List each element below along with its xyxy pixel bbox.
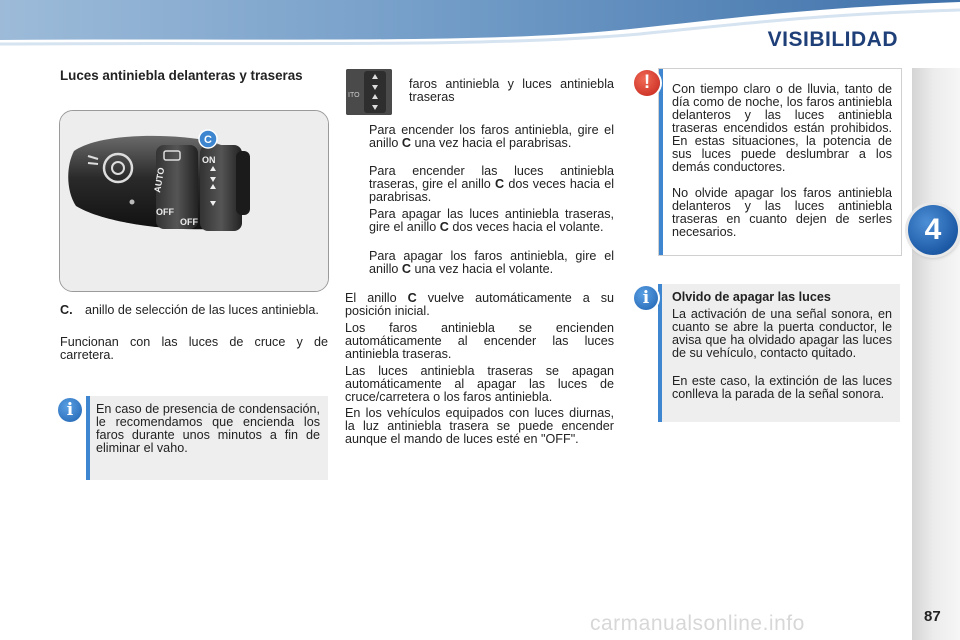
bullet-4-a: Para apagar los faros antiniebla, gire el anillo	[369, 249, 614, 276]
bullet-4-key: C	[401, 262, 412, 276]
warning-box	[658, 68, 902, 256]
paragraph-ring-returns	[345, 292, 614, 318]
bullet-2-b: dos veces hacia el parabrisas.	[369, 177, 615, 204]
p1-key: C	[407, 291, 417, 305]
info-text: En caso de presencia de condensación, le recomendamos que encienda los faros durante unos minutos a fin de eliminar el vaho.	[96, 402, 320, 455]
bullet-2	[369, 165, 614, 204]
bullet-1-b: una vez hacia el parabrisas.	[414, 136, 572, 150]
info-accent-bar	[658, 284, 662, 422]
bullet-2-a: Para encender las luces antiniebla traseras, gire el anillo	[369, 164, 614, 191]
page-number: 87	[924, 608, 941, 625]
p1-b: vuelve automáticamente a su posición inicial.	[345, 291, 615, 318]
bullet-3-key: C	[439, 220, 449, 234]
bullet-3	[369, 208, 614, 234]
bullet-2-key: C	[495, 177, 505, 191]
on-label: ON	[202, 155, 216, 165]
p1-a: El anillo	[345, 291, 397, 305]
warning-icon: !	[634, 70, 660, 96]
auto-label: AUTO	[152, 166, 167, 194]
warning-accent-bar	[659, 69, 663, 255]
bullet-1	[369, 124, 614, 150]
condensation-info-box	[86, 396, 328, 480]
legend-text: anillo de selección de las luces antiniebla.	[85, 303, 319, 317]
off-label-outer: OFF	[180, 217, 198, 227]
fog-ring-thumbnail	[346, 69, 392, 115]
paragraph-auto-on: Los faros antiniebla se encienden automáticamente al encender las luces antiniebla traseras.	[345, 321, 614, 361]
intro-text: faros antiniebla y luces antiniebla traseras	[409, 77, 614, 104]
section-heading: Luces antiniebla delanteras y traseras	[60, 68, 303, 83]
warning-text-2: No olvide apagar los faros antiniebla delanteros y las luces antiniebla traseras en cuanto dejen de serles necesarios.	[672, 186, 892, 239]
info-text-2: En este caso, la extinción de las luces conlleva la parada de la señal sonora.	[672, 374, 892, 401]
fog-light-stalk-photo	[59, 110, 329, 292]
bullet-3-a: Para apagar las luces antiniebla traseras, gire el anillo	[369, 207, 614, 234]
bullet-1-key: C	[401, 136, 412, 150]
thumb-label: ITO	[348, 92, 360, 99]
info-accent-bar	[86, 396, 90, 480]
paragraph-daytime-lights: En los vehículos equipados con luces diurnas, la luz antiniebla trasera se puede encender aunque el mando de luces esté en "OFF".	[345, 406, 614, 446]
bullet-4	[369, 250, 614, 276]
watermark: carmanualsonline.info	[590, 612, 805, 635]
body-text: Funcionan con las luces de cruce y de carretera.	[60, 335, 328, 362]
bullet-1-a: Para encender los faros antiniebla, gire el anillo	[369, 123, 614, 150]
bullet-3-b: dos veces hacia el volante.	[452, 220, 604, 234]
warning-text-1: Con tiempo claro o de lluvia, tanto de día como de noche, los faros antiniebla delanteros y las luces antiniebla traseras encendidos están prohibidos. En estas situaciones, la potencia de sus luces puede deslumbrar a los demás conductores.	[672, 82, 892, 174]
bullet-4-b: una vez hacia el volante.	[414, 262, 554, 276]
chapter-tab-strip	[912, 68, 960, 640]
ring-c-marker: C	[204, 134, 212, 146]
paragraph-auto-off: Las luces antiniebla traseras se apagan automáticamente al apagar las luces de cruce/carretera o los faros antiniebla.	[345, 364, 614, 404]
info-title: Olvido de apagar las luces	[672, 290, 831, 304]
info-text-1: La activación de una señal sonora, en cuanto se abre la puerta conductor, le avisa que ha olvidado apagar las luces de su vehículo, contacto quitado.	[672, 307, 892, 360]
off-label-inner: OFF	[156, 207, 174, 217]
legend-key: C.	[60, 303, 73, 317]
section-title: VISIBILIDAD	[767, 28, 898, 51]
info-icon: i	[58, 398, 82, 422]
forget-lights-info-box	[658, 284, 900, 422]
chapter-badge[interactable]: 4	[908, 205, 958, 255]
info-icon: i	[634, 286, 658, 310]
